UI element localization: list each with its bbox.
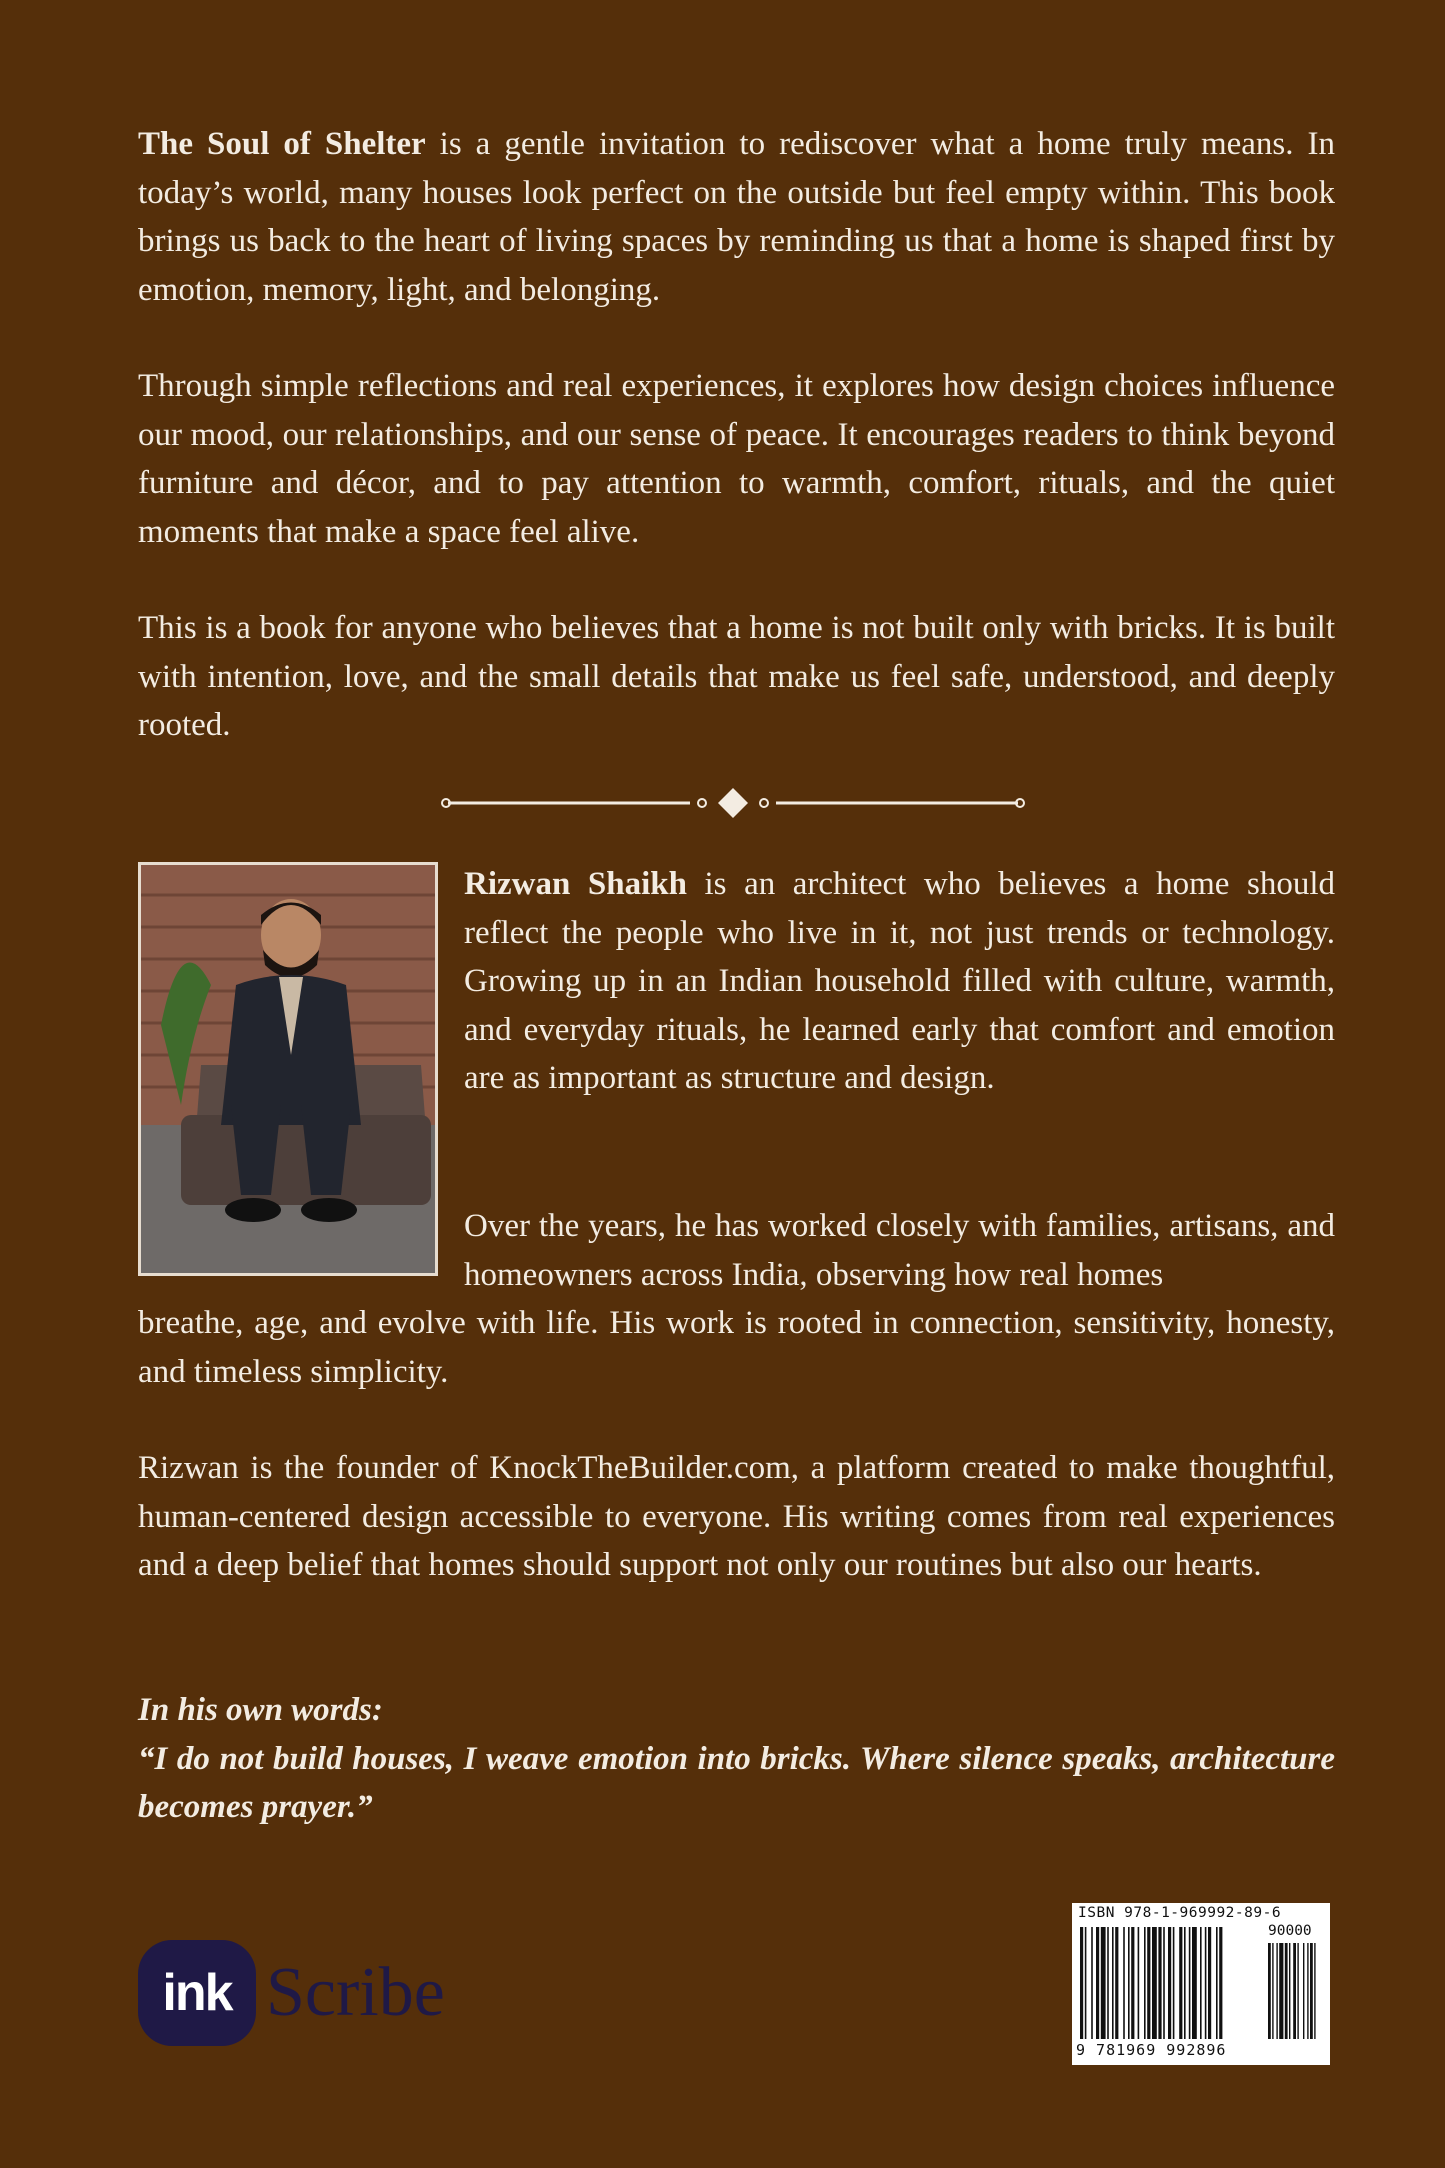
barcode-bar — [1219, 1927, 1222, 2039]
barcode-bar — [1158, 1927, 1161, 2039]
author-name: Rizwan Shaikh — [464, 866, 687, 902]
blurb-paragraph-2: Through simple reflections and real experiences, it explores how design choices influence our mood, our relationships, and our sense of peace. It encourages readers to think beyond furniture and décor, and to pay attention to warmth, comfort, rituals, and the quiet moments that make a space feel alive. — [138, 368, 1335, 550]
author-quote-block — [138, 1686, 1335, 1832]
author-bio-paragraph-2-end: breathe, age, and evolve with life. His work is rooted in connection, sensitivity, honesty, and timeless simplicity. — [138, 1305, 1335, 1390]
barcode-addon-bar — [1276, 1943, 1277, 2039]
barcode-bar — [1192, 1927, 1197, 2039]
barcode-bar — [1107, 1927, 1109, 2039]
barcode-bar — [1131, 1927, 1134, 2039]
barcode-addon-bar — [1279, 1943, 1283, 2039]
publisher-logo-name: Scribe — [266, 1954, 445, 2031]
barcode-bar — [1144, 1927, 1146, 2039]
barcode-bar — [1208, 1927, 1211, 2039]
blurb-paragraph-1-text: is a gentle invitation to rediscover what a home truly means. In today’s world, many houses look perfect on the outside but feel empty within. This book brings us back to the heart of living spaces by reminding us that a home is shaped first by emotion, memory, light, and belonging. — [138, 126, 1335, 308]
barcode-bar — [1163, 1927, 1165, 2039]
isbn-barcode — [1072, 1903, 1330, 2065]
barcode-addon-bar — [1307, 1943, 1308, 2039]
barcode-bar — [1085, 1927, 1087, 2039]
barcode-bar — [1101, 1927, 1106, 2039]
author-bio-paragraph-1 — [464, 860, 1335, 1103]
barcode-addon-bar — [1314, 1943, 1315, 2039]
barcode-bar — [1091, 1927, 1093, 2039]
barcode-bar — [1168, 1927, 1171, 2039]
publisher-logo — [138, 1940, 498, 2050]
isbn-number: ISBN 978-1-969992-89-6 — [1078, 1905, 1282, 1921]
book-title: The Soul of Shelter — [138, 126, 426, 162]
blurb-paragraph-1 — [138, 120, 1335, 314]
author-portrait-illustration — [141, 865, 435, 1273]
barcode-addon-bar — [1303, 1943, 1304, 2039]
author-bio-paragraph-2-start: Over the years, he has worked closely with families, artisans, and homeowners across India, observing how real homes — [464, 1208, 1335, 1293]
quote-intro: In his own words: — [138, 1692, 383, 1728]
barcode-bar — [1152, 1927, 1157, 2039]
barcode-bar — [1112, 1927, 1114, 2039]
author-bio-paragraph-1-text: is an architect who believes a home should reflect the people who live in it, not just trends or technology. Growing up in an Indian household filled with culture, warmth, and everyday rituals, he learned early that comfort and emotion are as important as structure and design. — [464, 866, 1335, 1096]
barcode-bar — [1096, 1927, 1099, 2039]
barcode-bar — [1216, 1927, 1218, 2039]
barcode-addon-bar — [1285, 1943, 1288, 2039]
ean-number: 9 781969 992896 — [1076, 2041, 1227, 2059]
barcode-addon-bar — [1289, 1943, 1290, 2039]
barcode-bar — [1179, 1927, 1182, 2039]
barcode-bar — [1205, 1927, 1207, 2039]
barcode-addon-bar — [1272, 1943, 1273, 2039]
barcode-addon-bar — [1268, 1943, 1271, 2039]
author-quote: “I do not build houses, I weave emotion into bricks. Where silence speaks, architecture becomes prayer.” — [138, 1740, 1335, 1825]
barcode-addon-number: 90000 — [1268, 1923, 1312, 1939]
author-bio-paragraph-3: Rizwan is the founder of KnockTheBuilder.com, a platform created to make thoughtful, human-centered design accessible to everyone. His writing comes from real experiences and a deep belief that homes should support not only our routines but also our hearts. — [138, 1450, 1335, 1583]
barcode-bar — [1123, 1927, 1125, 2039]
barcode-bar — [1138, 1927, 1140, 2039]
barcode-bar — [1200, 1927, 1202, 2039]
barcode-addon-bar — [1293, 1943, 1296, 2039]
blurb-paragraph-3: This is a book for anyone who believes that a home is not built only with bricks. It is built with intention, love, and the small details that make us feel safe, understood, and deeply rooted. — [138, 610, 1335, 743]
publisher-logo-badge — [138, 1940, 256, 2046]
barcode-bar — [1173, 1927, 1175, 2039]
barcode-bar — [1128, 1927, 1130, 2039]
barcode-bar — [1147, 1927, 1150, 2039]
author-photo — [138, 862, 438, 1276]
barcode-bar — [1184, 1927, 1186, 2039]
barcode-bar — [1189, 1927, 1191, 2039]
barcode-addon-bar — [1297, 1943, 1298, 2039]
ornament-divider — [440, 786, 1026, 820]
barcode-bar — [1080, 1927, 1083, 2039]
publisher-logo-badge-text: ink — [162, 1964, 232, 2022]
barcode-addon-bar — [1310, 1943, 1313, 2039]
barcode-bar — [1115, 1927, 1118, 2039]
